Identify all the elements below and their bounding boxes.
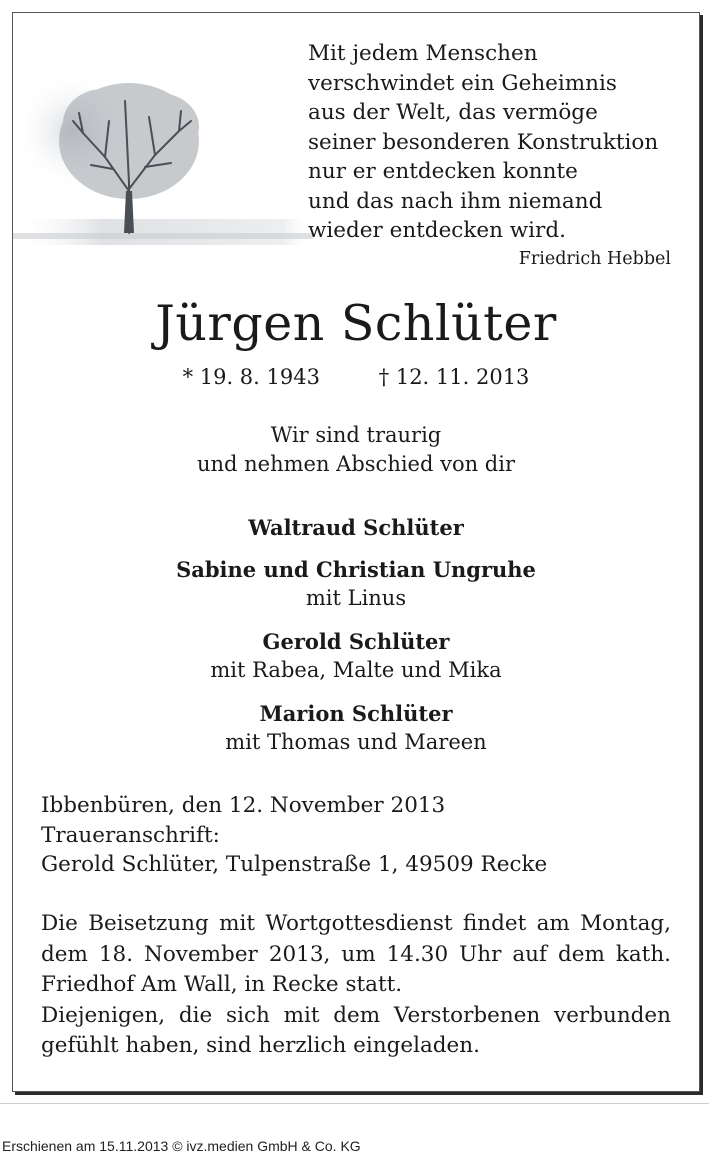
- birth-date: * 19. 8. 1943: [182, 365, 320, 389]
- poem-line: seiner besonderen Konstruktion: [308, 129, 659, 155]
- mourner-name: Marion Schlüter: [259, 701, 453, 726]
- address-block: [41, 791, 671, 880]
- mourner-name: Waltraud Schlüter: [248, 515, 464, 540]
- poem-line: und das nach ihm niemand: [308, 188, 603, 214]
- poem-line: wieder entdecken wird.: [308, 218, 566, 243]
- funeral-notice: [41, 909, 671, 1062]
- invitation-line: Diejenigen, die sich mit dem Verstorbenen verbunden: [41, 1002, 671, 1028]
- poem-line: verschwindet ein Geheimnis: [308, 70, 617, 96]
- mourner-name: Gerold Schlüter: [262, 629, 450, 654]
- mourner-with: mit Thomas und Mareen: [225, 730, 487, 754]
- mourner-with: mit Linus: [305, 586, 407, 610]
- life-dates: [13, 365, 699, 389]
- farewell-line: und nehmen Abschied von dir: [196, 452, 516, 476]
- farewell-text: [13, 421, 699, 479]
- poem-line: nur er entdecken konnte: [308, 159, 578, 184]
- poem-line: Mit jedem Menschen: [308, 41, 538, 66]
- mourner-name: Sabine und Christian Ungruhe: [176, 557, 536, 582]
- mourning-address: Gerold Schlüter, Tulpenstraße 1, 49509 Recke: [41, 852, 548, 877]
- address-label: Traueranschrift:: [41, 822, 220, 848]
- funeral-line: Friedhof Am Wall, in Recke statt.: [41, 972, 403, 997]
- funeral-line: dem 18. November 2013, um 14.30 Uhr auf dem kath.: [41, 941, 671, 967]
- funeral-line: Die Beisetzung mit Wortgottesdienst findet am Montag,: [41, 911, 671, 936]
- mourner-with: mit Rabea, Malte und Mika: [210, 658, 502, 682]
- footer-divider: [0, 1103, 709, 1104]
- mourner-group: [13, 699, 699, 757]
- obituary-card: [12, 12, 700, 1092]
- death-date: † 12. 11. 2013: [378, 365, 530, 389]
- poem-line: aus der Welt, das vermöge: [308, 100, 598, 125]
- farewell-line: Wir sind traurig: [270, 423, 442, 447]
- mourner-group: [13, 627, 699, 685]
- mourner-group: [13, 513, 699, 542]
- invitation-line: gefühlt haben, sind herzlich eingeladen.: [41, 1033, 480, 1058]
- poem-author: Friedrich Hebbel: [518, 249, 671, 269]
- tree-illustration: [13, 61, 313, 261]
- place-date: Ibbenbüren, den 12. November 2013: [41, 793, 446, 818]
- deceased-name: Jürgen Schlüter: [155, 295, 557, 352]
- mourner-group: [13, 555, 699, 613]
- poem-quote: [308, 39, 668, 246]
- publication-credit: Erschienen am 15.11.2013 © ivz.medien GmbH & Co. KG: [2, 1138, 361, 1154]
